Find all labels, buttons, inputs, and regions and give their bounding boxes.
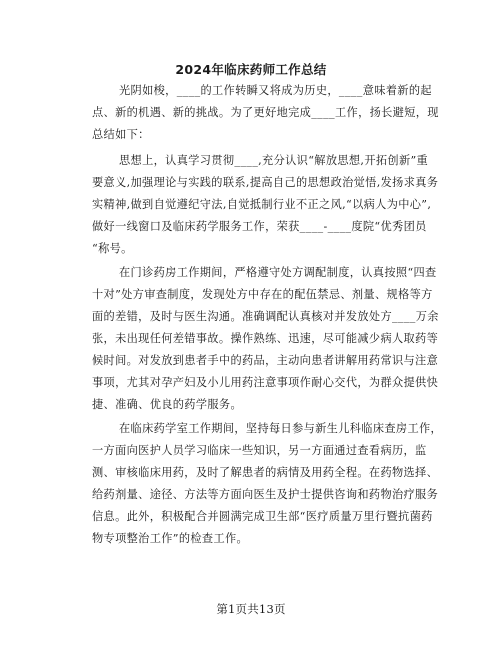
body-line: 捷、准确、优良的药学服务。	[92, 398, 242, 411]
body-line: 光阴如梭，____的工作转瞬又将成为历史，____意味着新的起	[119, 84, 432, 97]
document-title: 2024年临床药师工作总结	[175, 62, 327, 77]
body-line: 实精神,做到自觉遵纪守法,自觉抵制行业不正之风,“以病人为中心”,	[92, 198, 432, 211]
body-line: 总结如下：	[92, 128, 150, 141]
body-line: 给药剂量、途径、方法等方面向医生及护士提供咨询和药物治疗服务	[92, 488, 439, 501]
body-line: 在门诊药房工作期间，严格遵守处方调配制度，认真按照“四查	[119, 266, 437, 279]
body-line: 思想上，认真学习贯彻____,充分认识“解放思想,开拓创新”重	[119, 154, 429, 167]
body-line: 在临床药学室工作期间，坚持每日参与新生儿科临床查房工作，	[119, 422, 443, 435]
body-line: 做好一线窗口及临床药学服务工作，荣获____-____度院“优秀团员	[92, 220, 427, 233]
body-line: 测、审核临床用药，及时了解患者的病情及用药全程。在药物选择、	[92, 466, 439, 479]
body-line: 张，未出现任何差错事故。操作熟练、迅速，尽可能减少病人取药等	[92, 332, 439, 345]
body-line: 物专项整治工作”的检查工作。	[92, 532, 249, 545]
body-line: 十对”处方审查制度，发现处方中存在的配伍禁忌、剂量、规格等方	[92, 288, 433, 301]
body-line: 面的差错，及时与医生沟通。准确调配认真核对并发放处方____万余	[92, 310, 439, 323]
body-line: 信息。此外，积极配合并圆满完成卫生部“医疗质量万里行暨抗菌药	[92, 510, 433, 523]
page-number: 第1页共13页	[216, 602, 286, 616]
body-line: 点、新的机遇、新的挑战。为了更好地完成____工作，扬长避短，现	[92, 106, 439, 119]
body-line: 事项，尤其对孕产妇及小儿用药注意事项作耐心交代，为群众提供快	[92, 376, 439, 389]
body-line: 一方面向医护人员学习临床一些知识，另一方面通过查看病历，监	[92, 444, 427, 457]
body-line: “称号。	[92, 242, 133, 255]
body-line: 要意义,加强理论与实践的联系,提高自己的思想政治觉悟,发扬求真务	[92, 176, 439, 189]
body-line: 候时间。对发放到患者手中的药品，主动向患者讲解用药常识与注意	[92, 354, 439, 367]
